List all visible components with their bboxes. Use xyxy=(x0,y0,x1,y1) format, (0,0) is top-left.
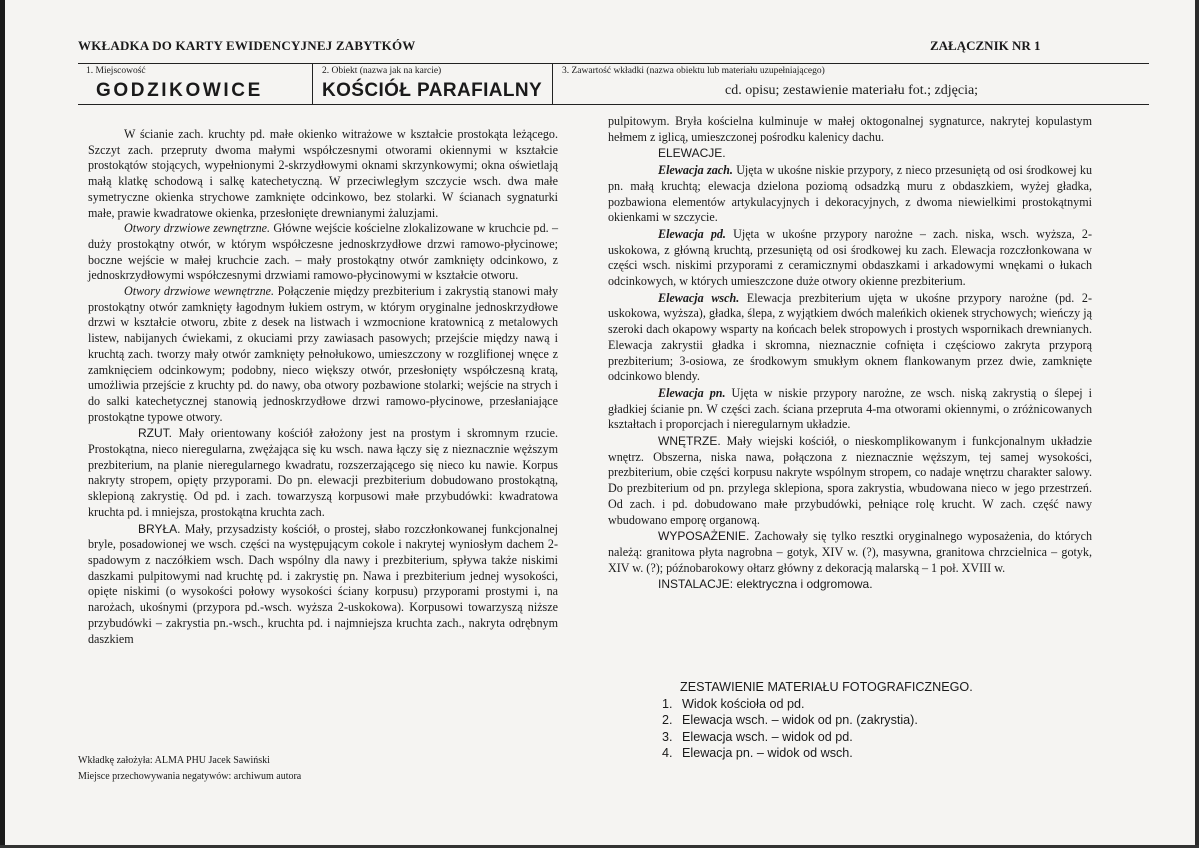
paragraph-windows: W ścianie zach. kruchty pd. małe okienko witrażowe w kształcie prostokąta leżącego. Szczyt zach. przepruty dwoma małymi współczesnymi otworami okiennymi w kształcie prostokątów stojących, wypełnionymi 2-skrzydłowymi oknami skrzynkowymi; okna oświetlają małą klatkę schodową i salkę katechetyczną. W przeciwległym szczycie wsch. dwa małe symetryczne okienka strychowe zamknięte odcinkowo, bez stolarki. W ścianach sygnaturki małe, prawie kwadratowe okienka, przesłonięte drewnianymi żaluzjami. xyxy=(88,127,558,220)
plan-heading: RZUT. xyxy=(138,426,172,441)
paragraph-mass: BRYŁA. Mały, przysadzisty kościół, o prostej, słabo rozczłonkowanej funkcjonalnej bryle, posadowionej we wsch. części na występującym cokole i nakrytej wyniosłym dachem 2-spadowym z naczółkiem wsch. Dach wspólny dla nawy i prezbiterium, spływa także niskimi daszkami pulpitowymi nad kruchtę pd. i zakrystię pn. Nawa i prezbiterium jednej wysokości, opięte niskimi (o wysokości połowy wysokości ściany korpusu) przyporami prostymi i, na narożach, ukośnymi (przypora pd.-wsch. wyższa 2-uskokowa). Korpusowi towarzyszą niższe przybudówki – zakrystia pn.-wsch., kruchta pd. i najmniejsza kruchta zach., nakryta odrębnym daszkiem xyxy=(88,521,558,646)
field-object xyxy=(314,64,553,104)
field-object-label: 2. Obiekt (nazwa jak na karcie) xyxy=(322,66,442,76)
paragraph-elevation-west: Elewacja zach. Ujęta w ukośne niskie przypory, z nieco przesuniętą od osi środkowej ku pn. małą kruchtą; elewacja dzielona poziomą odsadzką muru z obdaszkiem, wyżej gładka, pozbawiona elementów artykulacyjnych i dekoracyjnych, z dwoma niewielkimi prostokątnymi okienkami w szczycie. xyxy=(608,163,1092,225)
field-place xyxy=(78,64,313,104)
paragraph-elevation-south: Elewacja pd. Ujęta w ukośne przypory narożne – zach. niska, wsch. wyższa, 2-uskokowa, z główną kruchtą, przesuniętą od osi środkowej ku zach. Elewacja rozczłonkowana w części wsch. niskimi przyporami z ceramicznymi obdaszkami i arkadowymi wnękami o łukach odcinkowych, w których umieszczone duże otwory okienne prezbiterium. xyxy=(608,226,1092,289)
mass-heading: BRYŁA. xyxy=(138,521,181,536)
photo-list-item: 1. Widok kościoła od pd. xyxy=(676,696,1074,713)
field-content-value: cd. opisu; zestawienie materiału fot.; zdjęcia; xyxy=(725,83,979,98)
paragraph-elevation-east: Elewacja wsch. Elewacja prezbiterium ujęta w ukośne przypory narożne (pd. 2-uskokowa, wyższa), gładka, ślepa, z wyjątkiem dwóch maleńkich okienek strychowych; wieńczy ją szeroki dach okapowy wsparty na końcach belek stropowych i prostych wspornikach drewnianych. Elewacja zakrystii gładka i skromna, nieznacznie cofnięta i częściowo zakryta przyporą prezbiterium; 3-osiowa, ze środkowym smukłym oknem flankowanym przez dwie, zamknięte odcinkowo blendy. xyxy=(608,290,1092,384)
elevations-heading: ELEWACJE. xyxy=(658,146,726,161)
description-right-column xyxy=(608,114,1092,593)
paragraph-exterior-doors: Otwory drzwiowe zewnętrzne. Główne wejście kościelne zlokalizowane w kruchcie pd. – duży prostokątny otwór, w którym współczesne jednoskrzydłowe drzwi ramowo-płycinowe; boczne wejście w małej kruchcie zach. – mały prostokątny otwór zamknięty odcinkowo, z jednoskrzydłowymi współczesnymi drzwiami ramowo-płycinowymi w kształcie otworu. xyxy=(88,221,558,283)
field-content-label: 3. Zawartość wkładki (nazwa obiektu lub materiału uzupełniającego) xyxy=(562,66,825,76)
description-left-column xyxy=(88,127,558,647)
annex-number: ZAŁĄCZNIK NR 1 xyxy=(930,38,1041,53)
field-object-value: KOŚCIÓŁ PARAFIALNY xyxy=(322,80,543,101)
photo-list-item: 3. Elewacja wsch. – widok od pd. xyxy=(676,729,1074,746)
header-fields xyxy=(78,63,1149,105)
paragraph-plan: RZUT. Mały orientowany kościół założony jest na prostym i skromnym rzucie. Prostokątna, nieco nieregularna, zwężająca się ku wsch. nawa łączy się z nieznacznie węższym prezbiterium, na planie nieregularnego kwadratu, rozszerzającego się nieco ku nawie. Korpus nakryty stropem, opięty przyporami. Do pn. elewacji prezbiterium dobudowano prostokątną, sklepioną zakrystię. Od pd. i zach. towarzyszą korpusowi małe przybudówki: kwadratowa kruchta pd. i mniejsza, prostokątna kruchta zach. xyxy=(88,426,558,519)
photo-list-items xyxy=(654,696,1074,762)
form-title: WKŁADKA DO KARTY EWIDENCYJNEJ ZABYTKÓW xyxy=(78,38,416,53)
field-place-label: 1. Miejscowość xyxy=(86,66,146,76)
paragraph-furnishings: WYPOSAŻENIE. Zachowały się tylko resztki oryginalnego wyposażenia, do których należą: granitowa płyta nagrobna – gotyk, XIV w. (?), masywna, granitowa chrzcielnica – gotyk, XIV w. (?); późnobarokowy ołtarz główny z dekoracją malarską – 1 poł. XVIII w. xyxy=(608,529,1092,575)
interior-doors-heading: Otwory drzwiowe wewnętrzne. xyxy=(124,284,275,299)
paragraph-interior-doors: Otwory drzwiowe wewnętrzne. Połączenie między prezbiterium i zakrystią stanowi mały prostokątny otwór zamknięty łagodnym łukiem ostrym, w którym oryginalne jednoskrzydłowe drzwi w kształcie otworu, zbite z desek na listwach i wzmocnione kratownicą z metalowych listew, nabijanych ćwiekami, z okuciami przy zawiasach pasowych; przejście między nawą i kruchtą zach. tworzy mały otwór zamknięty pełnołukowo, umieszczony w rozglifionej wnęce z zamknięciem odcinkowym; podobny, nieco większy otwór, przesłonięty współczesną kratą, umożliwia przejście z kruchty pd. do nawy, oba otwory pozbawione stolarki; wejście na strych i do salki katechetycznej stanowią jednoskrzydłowe drzwi ramowo-płycinowe, przesłaniające prostokątne typowe otwory. xyxy=(88,284,558,424)
photo-list-item: 2. Elewacja wsch. – widok od pn. (zakrystia). xyxy=(676,712,1074,729)
photo-material-list xyxy=(654,679,1074,762)
field-content xyxy=(554,64,1149,104)
paragraph-interior: WNĘTRZE. Mały wiejski kościół, o nieskomplikowanym i funkcjonalnym układzie wnętrz. Obszerna, niska nawa, połączona z nieznacznie węższym, tej samej wysokości, prezbiterium, obie części korpusu nakryte wspólnym stropem, co nadaje wnętrzu charakter salowy. Do prezbiterium od pn. przylega sklepiona, spora zakrystia, wbudowana nieco w jego przestrzeń. Od zach. i pd. dobudowano małe przybudówki, pełniące rolę krucht. W zach. część nawy wbudowano emporę organową. xyxy=(608,434,1092,527)
field-place-value: GODZIKOWICE xyxy=(96,80,263,101)
scan-edge-left xyxy=(0,0,5,848)
photo-list-item: 4. Elewacja pn. – widok od wsch. xyxy=(676,745,1074,762)
paragraph-elevation-north: Elewacja pn. Ujęta w niskie przypory narożne, ze wsch. niską zakrystią o ślepej i gładkiej ścianie pn. W części zach. ściana przeprutа 4-ma otworami okiennymi, o zróżnicowanych kształtach i proporcjach i nieregularnym układzie. xyxy=(608,385,1092,432)
footer-negative-storage: Miejsce przechowywania negatywów: archiwum autora xyxy=(78,771,302,782)
exterior-doors-heading: Otwory drzwiowe zewnętrzne. xyxy=(124,221,271,236)
paragraph-installations: INSTALACJE: elektryczna i odgromowa. xyxy=(658,577,873,592)
paragraph-mass-continued: pulpitowym. Bryła kościelna kulminuje w małej oktogonalnej sygnaturce, nakrytej kopulastym hełmem z iglicą, umieszczonej pośrodku kalenicy dachu. xyxy=(608,114,1092,144)
scan-edge-right xyxy=(1195,0,1199,848)
footer-author: Wkładkę założyła: ALMA PHU Jacek Sawiński xyxy=(78,755,270,766)
photo-list-title: ZESTAWIENIE MATERIAŁU FOTOGRAFICZNEGO. xyxy=(680,680,973,694)
footer-notes xyxy=(78,753,301,785)
